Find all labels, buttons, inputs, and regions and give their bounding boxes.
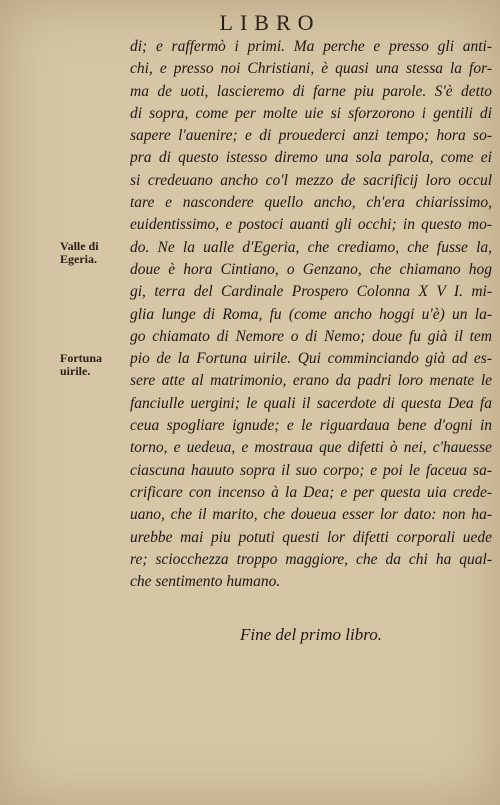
text-line: go chiamato di Nemore o di Nemo; doue fu già il tem — [130, 327, 492, 345]
text-line: do. Ne la ualle d'Egeria, che crediamo, che fusse la, — [130, 238, 492, 256]
marginal-note-line: Egeria. — [60, 252, 97, 266]
text-line: pra di questo istesso diremo una sola parola, come ei — [130, 149, 492, 167]
text-line: pio de la Fortuna uirile. Qui comminciando già ad es- — [130, 350, 492, 368]
text-line: euidentissimo, e postoci auanti gli occhi; in questo mo- — [130, 216, 492, 234]
colophon: Fine del primo libro. — [240, 625, 382, 644]
text-line: torno, e uedeua, e mostraua que difetti ò nei, c'hauesse — [130, 439, 492, 457]
text-line: ceua spogliare ignude; e le riguardaua bene d'ogni in — [130, 417, 492, 435]
text-line: si credeuano ancho co'l mezzo de sacrificij loro occul — [130, 171, 492, 189]
text-line: chi, e presso noi Christiani, è quasi una stessa la for- — [130, 60, 492, 78]
text-line: sere atte al matrimonio, erano da padri loro menate le — [130, 372, 492, 390]
text-line: ciascuna hauuto sopra il suo corpo; e poi le faceua sa- — [130, 461, 492, 479]
running-head: LIBRO — [219, 10, 321, 35]
text-line: urebbe mai piu potuti questi lor difetti corporali uede — [130, 528, 492, 546]
text-line: re; sciocchezza troppo maggiore, che da chi ha qual- — [130, 550, 492, 568]
text-line: fanciulle uergini; le quali il sacerdote di questa Dea fa — [130, 394, 492, 412]
text-line: gi, terra del Cardinale Prospero Colonna X V I. mi- — [130, 283, 492, 301]
marginal-note-line: Valle di — [60, 239, 99, 253]
text-line: uano, che il marito, che doueua esser lor dato: non ha- — [130, 506, 492, 524]
text-line: che sentimento humano. — [130, 573, 281, 591]
marginal-note-line: uirile. — [60, 364, 91, 378]
marginal-note-line: Fortuna — [60, 351, 102, 365]
text-line: sapere l'auenire; e di prouederci anzi tempo; hora so- — [130, 127, 492, 145]
text-line: crificare con incenso à la Dea; e per questa uia crede- — [130, 483, 492, 501]
text-line: ma de uoti, lascieremo di farne piu parole. S'è detto — [130, 82, 492, 100]
marginal-note-fortuna-uirile — [60, 352, 126, 378]
text-line: tare e nascondere quello ancho, ch'era chiarissimo, — [130, 194, 492, 212]
text-line: di sopra, come per molte uie si sforzorono i gentili di — [130, 104, 492, 122]
text-line: glia lunge di Roma, fu (come ancho hoggi u'è) un la- — [130, 305, 492, 323]
marginal-note-valle-egeria — [60, 240, 126, 266]
text-line: di; e raffermò i primi. Ma perche e presso gli anti- — [130, 38, 492, 55]
text-line: doue è hora Cintiano, o Genzano, che chiamano hog — [130, 260, 492, 278]
body-text — [130, 36, 492, 593]
